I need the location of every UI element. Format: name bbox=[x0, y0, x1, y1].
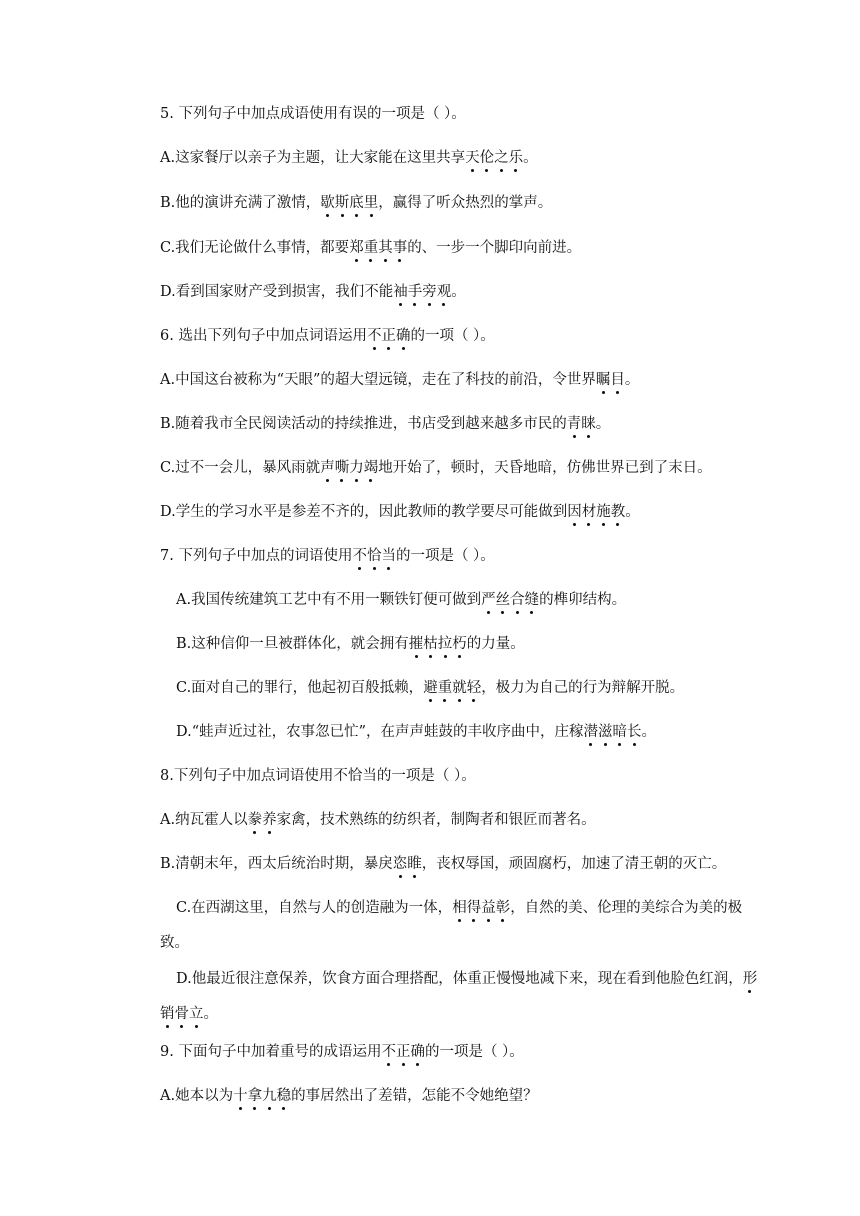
emphasis-char: 不 bbox=[352, 548, 367, 564]
emphasis-char: 暗 bbox=[612, 724, 628, 740]
question-5-option-b bbox=[160, 193, 760, 213]
emphasis-char: 里 bbox=[363, 195, 379, 211]
emphasis-char: 手 bbox=[407, 284, 423, 300]
question-8-stem bbox=[160, 766, 760, 786]
emphasized-phrase bbox=[381, 1044, 425, 1060]
emphasis-char: 青 bbox=[566, 416, 582, 432]
question-5-option-d bbox=[160, 282, 760, 302]
emphasized-phrase bbox=[393, 856, 422, 872]
emphasis-char: 避 bbox=[423, 680, 438, 696]
text-segment: 的一项是（ ）。 bbox=[424, 1044, 524, 1060]
emphasis-char: 竭 bbox=[363, 460, 379, 476]
text-segment: A.我国传统建筑工艺中有不用一颗铁钉便可做到 bbox=[176, 592, 482, 608]
text-segment: 。 bbox=[641, 724, 657, 740]
text-segment: B.清朝末年，西太后统治时期，暴戾 bbox=[160, 856, 393, 872]
emphasis-char: 豢 bbox=[247, 812, 263, 828]
emphasis-char: 严 bbox=[481, 592, 496, 608]
text-segment: A.这家餐厅以亲子为主题，让大家能在这里共享 bbox=[160, 150, 466, 166]
emphasis-char: 睐 bbox=[581, 416, 596, 432]
emphasis-char: 正 bbox=[395, 1044, 411, 1060]
text-segment: ，自然的美、伦理的美综合为美的极致。 bbox=[160, 900, 743, 951]
text-segment: 。 bbox=[595, 416, 611, 432]
emphasized-phrase bbox=[320, 195, 378, 211]
emphasis-char: 事 bbox=[392, 240, 408, 256]
emphasis-char: 不 bbox=[381, 1044, 396, 1060]
emphasis-char: 施 bbox=[596, 504, 611, 520]
emphasized-phrase bbox=[465, 150, 523, 166]
text-segment: C.过不一会儿，暴风雨就 bbox=[160, 460, 321, 476]
emphasized-phrase bbox=[233, 1088, 291, 1104]
emphasized-phrase bbox=[596, 372, 625, 388]
emphasized-phrase bbox=[320, 460, 378, 476]
emphasis-char: 销 bbox=[160, 1006, 175, 1022]
emphasis-char: 旁 bbox=[422, 284, 437, 300]
question-7-option-d bbox=[176, 722, 760, 742]
emphasis-char: 滋 bbox=[598, 724, 613, 740]
text-segment: 6. 选出下列句子中加点词语运用 bbox=[160, 328, 367, 344]
text-segment: 7. 下列句子中加点的词语使用 bbox=[160, 548, 353, 564]
text-segment: 的一项（ ）。 bbox=[410, 328, 495, 344]
emphasis-char: 十 bbox=[233, 1088, 248, 1104]
emphasis-char: 郑 bbox=[349, 240, 364, 256]
emphasis-char: 立 bbox=[189, 1006, 204, 1022]
text-segment: 地开始了，顿时，天昏地暗，仿佛世界已到了末日。 bbox=[378, 460, 712, 476]
emphasized-phrase bbox=[584, 724, 642, 740]
emphasis-char: 益 bbox=[481, 900, 496, 916]
emphasis-char: 目 bbox=[610, 372, 625, 388]
text-segment: C.在西湖这里，自然与人的创造融为一体， bbox=[176, 900, 453, 916]
text-segment: 的事居然出了差错，怎能不令她绝望？ bbox=[291, 1088, 538, 1104]
emphasis-char: 观 bbox=[436, 284, 452, 300]
emphasis-char: 骨 bbox=[174, 1006, 189, 1022]
emphasis-char: 潜 bbox=[583, 724, 599, 740]
emphasis-char: 瞩 bbox=[595, 372, 611, 388]
emphasis-char: 枯 bbox=[423, 636, 438, 652]
emphasis-char: 乐 bbox=[508, 150, 524, 166]
emphasis-char: 稳 bbox=[276, 1088, 292, 1104]
emphasis-char: 重 bbox=[437, 680, 453, 696]
question-5-option-c bbox=[160, 238, 760, 258]
text-segment: 。 bbox=[624, 372, 640, 388]
emphasis-char: 拉 bbox=[437, 636, 453, 652]
emphasis-char: 长 bbox=[627, 724, 642, 740]
emphasis-char: 伦 bbox=[479, 150, 495, 166]
question-6-option-d bbox=[160, 502, 760, 522]
question-6-option-a bbox=[160, 370, 760, 390]
emphasized-phrase bbox=[567, 416, 596, 432]
text-segment: C.我们无论做什么事情，都要 bbox=[160, 240, 350, 256]
emphasis-char: 力 bbox=[349, 460, 364, 476]
emphasized-phrase bbox=[393, 284, 451, 300]
text-segment: B.他的演讲充满了激情， bbox=[160, 195, 321, 211]
text-segment: A.中国这台被称为“天眼”的超大望远镜，走在了科技的前沿，令世界 bbox=[160, 372, 596, 388]
text-segment: 家禽，技术熟练的纺织者，制陶者和银匠而著名。 bbox=[276, 812, 596, 828]
emphasis-char: 重 bbox=[363, 240, 379, 256]
emphasis-char: 恣 bbox=[392, 856, 408, 872]
emphasis-char: 丝 bbox=[495, 592, 511, 608]
emphasized-phrase bbox=[452, 900, 510, 916]
emphasis-char: 朽 bbox=[452, 636, 467, 652]
emphasis-char: 嘶 bbox=[334, 460, 350, 476]
emphasis-char: 九 bbox=[262, 1088, 277, 1104]
text-segment: ，赢得了听众热烈的掌声。 bbox=[378, 195, 553, 211]
question-9-stem bbox=[160, 1042, 760, 1062]
text-segment: 的一项是（ ）。 bbox=[395, 548, 495, 564]
question-7-stem bbox=[160, 546, 760, 566]
question-7-option-c bbox=[176, 678, 760, 698]
question-8-option-b bbox=[160, 854, 760, 874]
emphasis-char: 不 bbox=[366, 328, 382, 344]
text-segment: 5. 下列句子中加点成语使用有误的一项是（ ）。 bbox=[160, 106, 466, 122]
emphasized-phrase bbox=[423, 680, 481, 696]
text-segment: 的榫卯结构。 bbox=[539, 592, 627, 608]
text-segment: 9. 下面句子中加着重号的成语运用 bbox=[160, 1044, 382, 1060]
emphasis-char: 歇 bbox=[320, 195, 335, 211]
question-8-option-d bbox=[160, 962, 760, 1032]
emphasis-char: 摧 bbox=[408, 636, 424, 652]
emphasized-phrase bbox=[349, 240, 407, 256]
emphasis-char: 其 bbox=[378, 240, 393, 256]
emphasis-char: 材 bbox=[581, 504, 597, 520]
question-6-stem bbox=[160, 326, 760, 346]
emphasis-char: 得 bbox=[466, 900, 482, 916]
emphasis-char: 天 bbox=[465, 150, 480, 166]
emphasized-phrase bbox=[367, 328, 411, 344]
emphasis-char: 拿 bbox=[247, 1088, 263, 1104]
emphasis-char: 缝 bbox=[524, 592, 540, 608]
text-segment: D.学生的学习水平是参差不齐的，因此教师的教学要尽可能做到 bbox=[160, 504, 568, 520]
emphasis-char: 恰 bbox=[366, 548, 382, 564]
emphasis-char: 轻 bbox=[466, 680, 482, 696]
question-6-option-c bbox=[160, 458, 760, 478]
text-segment: C.面对自己的罪行，他起初百般抵赖， bbox=[176, 680, 424, 696]
text-segment: A.纳瓦霍人以 bbox=[160, 812, 248, 828]
text-segment: B.随着我市全民阅读活动的持续推进，书店受到越来越多市民的 bbox=[160, 416, 567, 432]
emphasis-char: 睢 bbox=[407, 856, 422, 872]
emphasis-char: 底 bbox=[349, 195, 364, 211]
question-7-option-b bbox=[176, 634, 760, 654]
emphasized-phrase bbox=[248, 812, 277, 828]
emphasized-phrase bbox=[567, 504, 625, 520]
emphasis-char: 教 bbox=[610, 504, 626, 520]
text-segment: A.她本以为 bbox=[160, 1088, 234, 1104]
question-9-option-a bbox=[160, 1086, 760, 1106]
emphasis-char: 当 bbox=[381, 548, 396, 564]
text-segment: 。 bbox=[203, 1006, 218, 1022]
emphasis-char: 养 bbox=[262, 812, 277, 828]
emphasized-phrase bbox=[409, 636, 467, 652]
question-5-stem bbox=[160, 104, 760, 124]
text-segment: D.“蛙声近过社，农事忽已忙”，在声声蛙鼓的丰收序曲中，庄稼 bbox=[176, 724, 584, 740]
text-segment: 。 bbox=[523, 150, 538, 166]
emphasized-phrase bbox=[481, 592, 539, 608]
emphasis-char: 形 bbox=[742, 971, 758, 987]
text-segment: D.看到国家财产受到损害，我们不能 bbox=[160, 284, 394, 300]
text-segment: 。 bbox=[451, 284, 466, 300]
emphasized-phrase bbox=[352, 548, 396, 564]
text-segment: D.他最近很注意保养，饮食方面合理搭配，体重正慢慢地减下来，现在看到他脸色红润， bbox=[176, 971, 743, 987]
text-segment: 8.下列句子中加点词语使用不恰当的一项是（ ）。 bbox=[160, 768, 476, 784]
emphasis-char: 合 bbox=[510, 592, 525, 608]
question-8-option-a bbox=[160, 810, 760, 830]
question-6-option-b bbox=[160, 414, 760, 434]
emphasis-char: 因 bbox=[567, 504, 582, 520]
text-segment: 的、一步一个脚印向前进。 bbox=[407, 240, 582, 256]
question-7-option-a bbox=[176, 590, 760, 610]
text-segment: B.这种信仰一旦被群体化，就会拥有 bbox=[176, 636, 409, 652]
emphasis-char: 声 bbox=[320, 460, 335, 476]
text-segment: 的力量。 bbox=[466, 636, 525, 652]
text-segment: ，丧权辱国，顽固腐朽，加速了清王朝的灭亡。 bbox=[421, 856, 727, 872]
question-5-option-a bbox=[160, 148, 760, 168]
question-8-option-c bbox=[160, 891, 760, 961]
emphasis-char: 之 bbox=[494, 150, 509, 166]
emphasis-char: 相 bbox=[452, 900, 467, 916]
emphasis-char: 正 bbox=[381, 328, 396, 344]
emphasis-char: 袖 bbox=[393, 284, 408, 300]
emphasis-char: 确 bbox=[410, 1044, 425, 1060]
text-segment: ，极力为自己的行为辩解开脱。 bbox=[481, 680, 685, 696]
text-segment: 。 bbox=[625, 504, 640, 520]
emphasis-char: 就 bbox=[452, 680, 467, 696]
emphasis-char: 斯 bbox=[334, 195, 350, 211]
emphasis-char: 确 bbox=[395, 328, 411, 344]
emphasis-char: 彰 bbox=[495, 900, 511, 916]
